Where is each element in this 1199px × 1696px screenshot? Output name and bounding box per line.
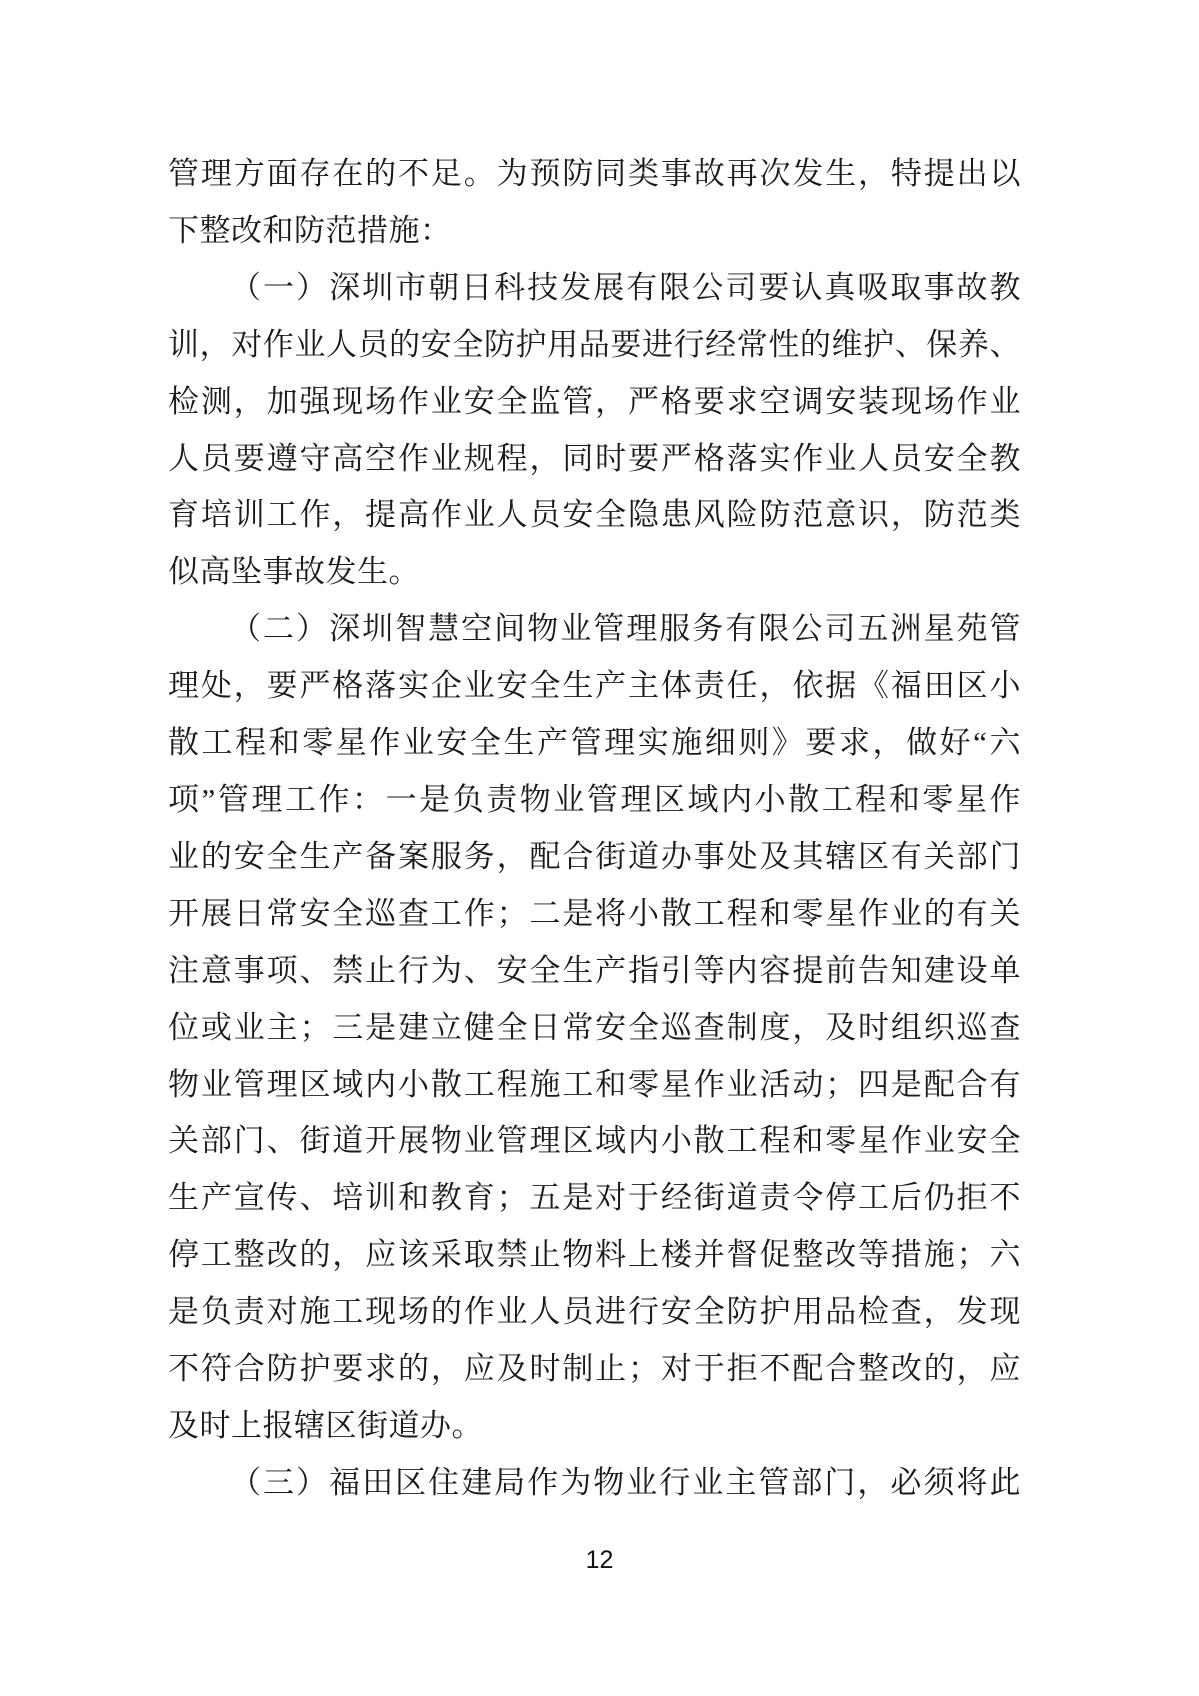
text-line: 开展日常安全巡查工作；二是将小散工程和零星作业的有关 xyxy=(168,895,1021,931)
text-line: 关部门、街道开展物业管理区域内小散工程和零星作业安全 xyxy=(168,1123,1021,1159)
text-line: 物业管理区域内小散工程施工和零星作业活动；四是配合有 xyxy=(168,1066,1021,1102)
text-line: 项”管理工作：一是负责物业管理区域内小散工程和零星作 xyxy=(168,781,1021,817)
text-line: 训，对作业人员的安全防护用品要进行经常性的维护、保养、 xyxy=(168,326,1021,362)
text-line: （三）福田区住建局作为物业行业主管部门，必须将此 xyxy=(230,1464,1021,1500)
text-line: 散工程和零星作业安全生产管理实施细则》要求，做好“六 xyxy=(168,725,1021,761)
text-line: 及时上报辖区街道办。 xyxy=(168,1407,483,1443)
text-line: 管理方面存在的不足。为预防同类事故再次发生，特提出以 xyxy=(168,156,1021,191)
text-line: 检测，加强现场作业安全监管，严格要求空调安装现场作业 xyxy=(168,383,1021,419)
text-line: 理处，要严格落实企业安全生产主体责任，依据《福田区小 xyxy=(168,668,1021,704)
text-line: 是负责对施工现场的作业人员进行安全防护用品检查，发现 xyxy=(168,1294,1021,1330)
text-line: （一）深圳市朝日科技发展有限公司要认真吸取事故教 xyxy=(230,269,1021,305)
text-line: 育培训工作，提高作业人员安全隐患风险防范意识，防范类 xyxy=(168,497,1021,533)
text-line: （二）深圳智慧空间物业管理服务有限公司五洲星苑管 xyxy=(230,611,1021,647)
text-line: 似高坠事故发生。 xyxy=(168,554,420,590)
text-line: 停工整改的，应该采取禁止物料上楼并督促整改等措施；六 xyxy=(168,1237,1021,1273)
document-body xyxy=(168,146,1021,1512)
text-line: 人员要遵守高空作业规程，同时要严格落实作业人员安全教 xyxy=(168,440,1021,476)
text-line: 下整改和防范措施： xyxy=(168,212,452,248)
page-number: 12 xyxy=(585,1546,614,1574)
text-line: 位或业主；三是建立健全日常安全巡查制度，及时组织巡查 xyxy=(168,1009,1021,1045)
text-line: 注意事项、禁止行为、安全生产指引等内容提前告知建设单 xyxy=(168,952,1021,988)
text-line: 业的安全生产备案服务，配合街道办事处及其辖区有关部门 xyxy=(168,838,1021,874)
text-line: 生产宣传、培训和教育；五是对于经街道责令停工后仍拒不 xyxy=(168,1180,1021,1216)
text-line: 不符合防护要求的，应及时制止；对于拒不配合整改的，应 xyxy=(168,1351,1021,1387)
